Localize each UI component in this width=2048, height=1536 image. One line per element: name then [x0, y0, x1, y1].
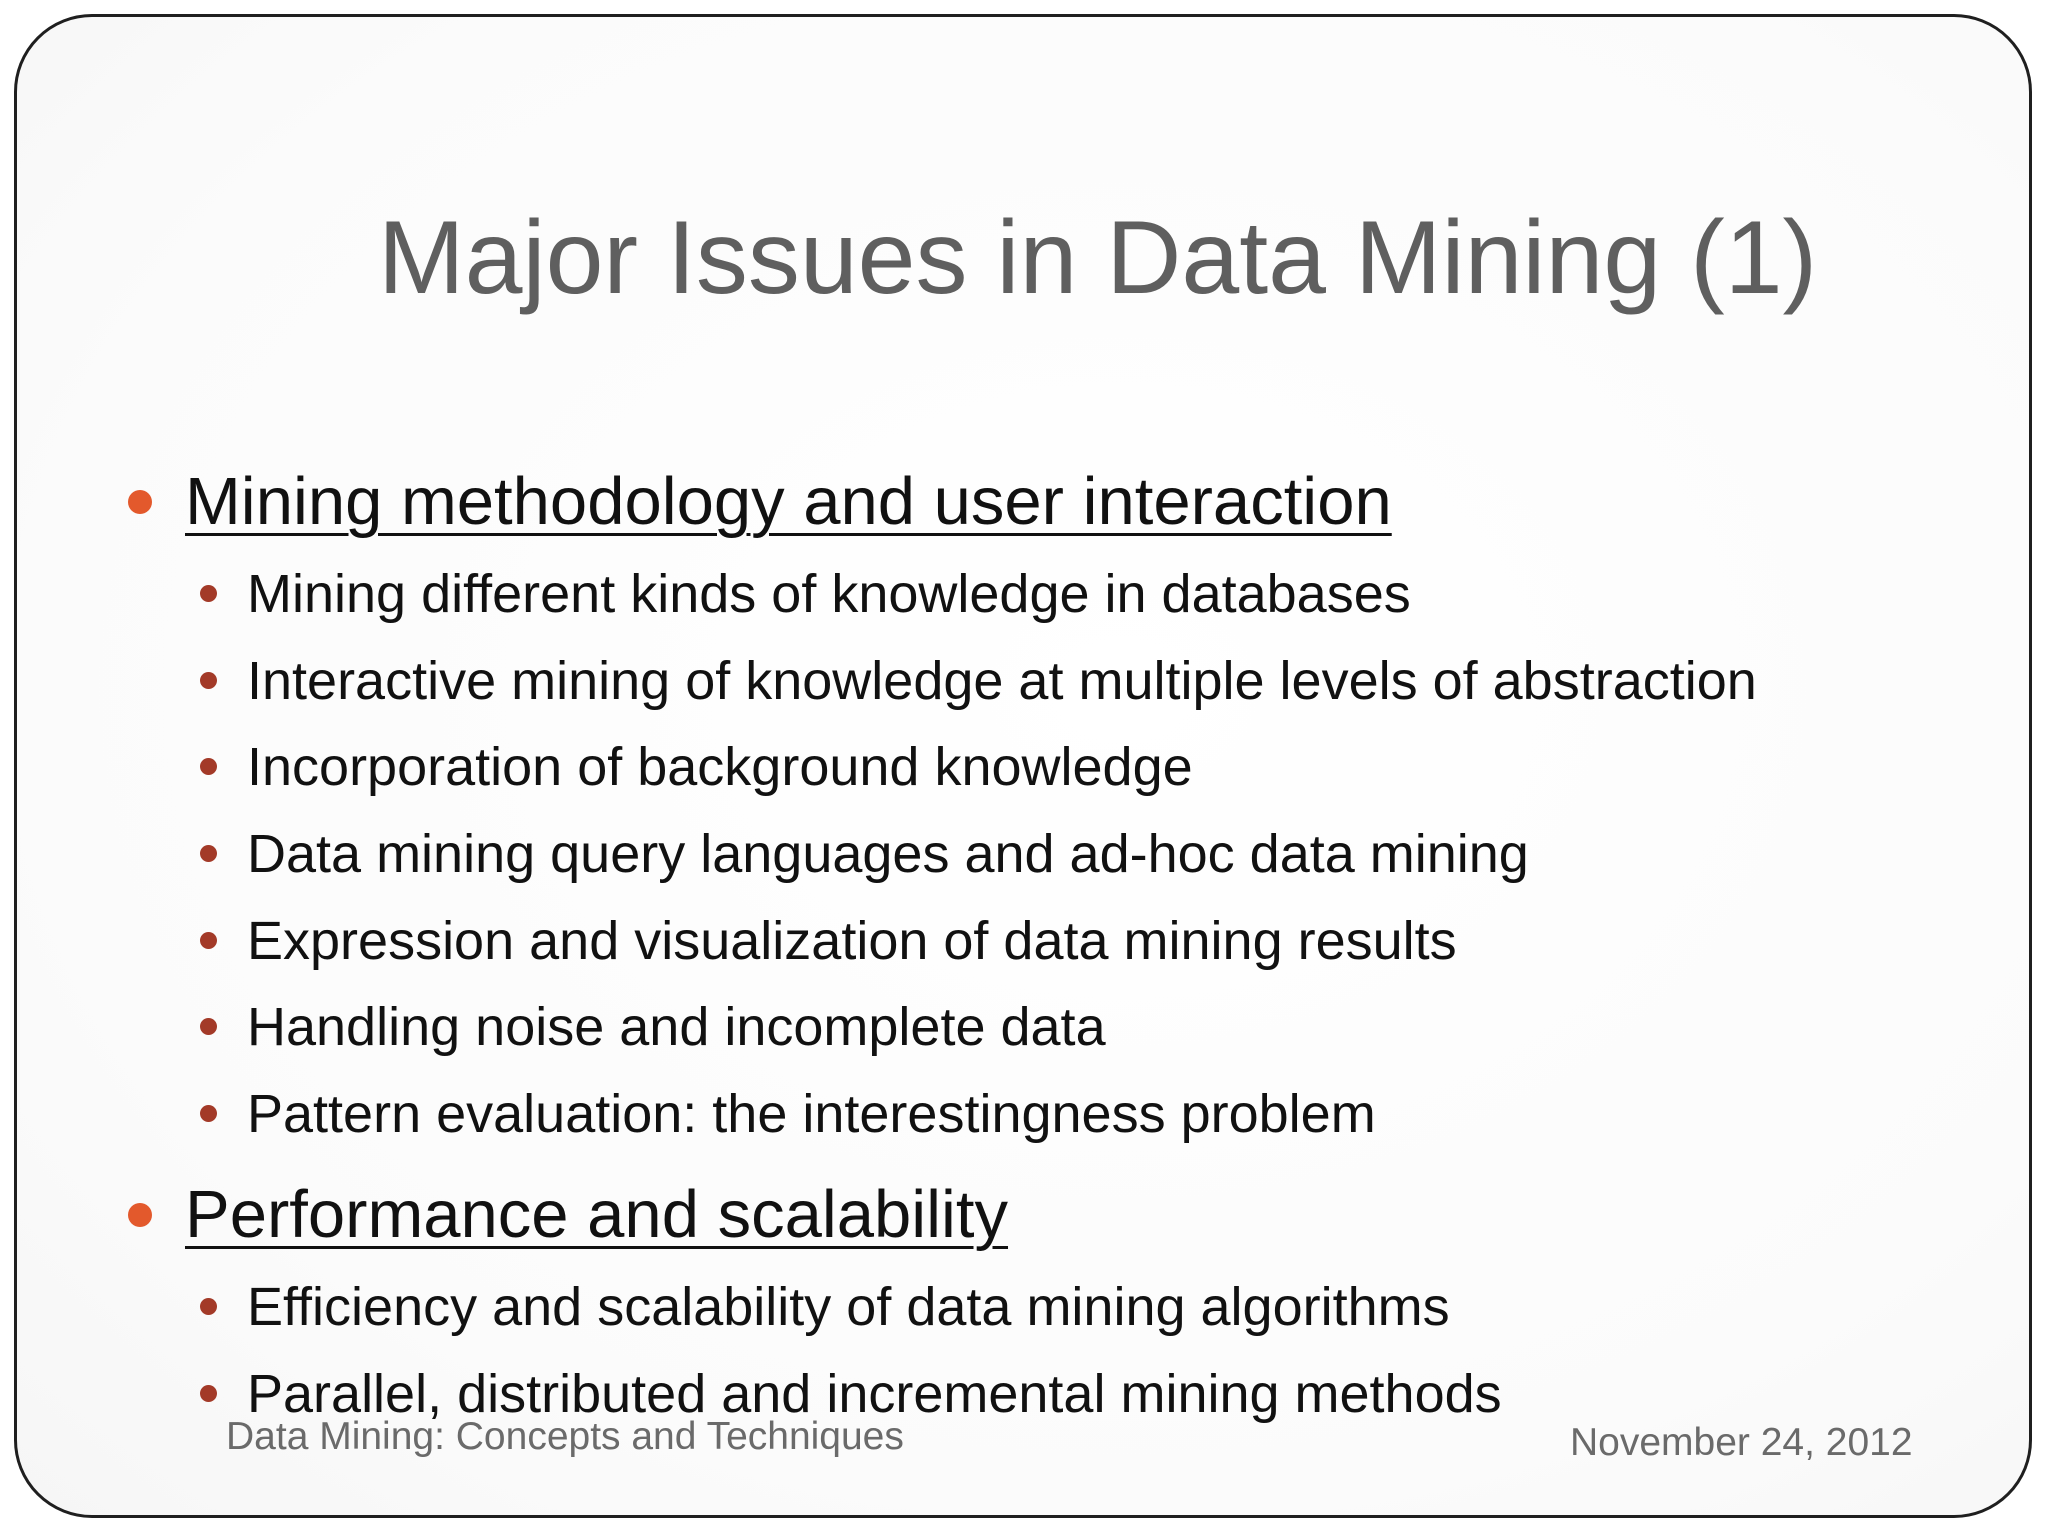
list-item-bullet — [200, 758, 217, 775]
list-item: Incorporation of background knowledge — [247, 737, 1193, 797]
list-item: Expression and visualization of data mining results — [247, 911, 1457, 971]
list-item-bullet — [200, 1105, 217, 1122]
list-item: Data mining query languages and ad-hoc data mining — [247, 824, 1529, 884]
list-item: Pattern evaluation: the interestingness problem — [247, 1084, 1376, 1144]
section-bullet — [128, 1203, 152, 1227]
list-item-bullet — [200, 932, 217, 949]
slide-title: Major Issues in Data Mining (1) — [378, 200, 1818, 316]
list-item: Interactive mining of knowledge at multiple levels of abstraction — [247, 651, 1757, 711]
list-item: Mining different kinds of knowledge in databases — [247, 564, 1411, 624]
section-bullet — [128, 490, 152, 514]
footer-source: Data Mining: Concepts and Techniques — [226, 1415, 904, 1458]
list-item-bullet — [200, 845, 217, 862]
list-item-bullet — [200, 672, 217, 689]
list-item-bullet — [200, 1385, 217, 1402]
footer-date: November 24, 2012 — [1570, 1421, 1913, 1464]
list-item: Handling noise and incomplete data — [247, 997, 1106, 1057]
list-item: Efficiency and scalability of data mining algorithms — [247, 1277, 1450, 1337]
section-heading-performance: Performance and scalability — [185, 1177, 1009, 1252]
list-item-bullet — [200, 585, 217, 602]
list-item-bullet — [200, 1018, 217, 1035]
section-heading-mining-methodology: Mining methodology and user interaction — [185, 464, 1392, 539]
list-item: Parallel, distributed and incremental mining methods — [247, 1364, 1502, 1424]
list-item-bullet — [200, 1298, 217, 1315]
